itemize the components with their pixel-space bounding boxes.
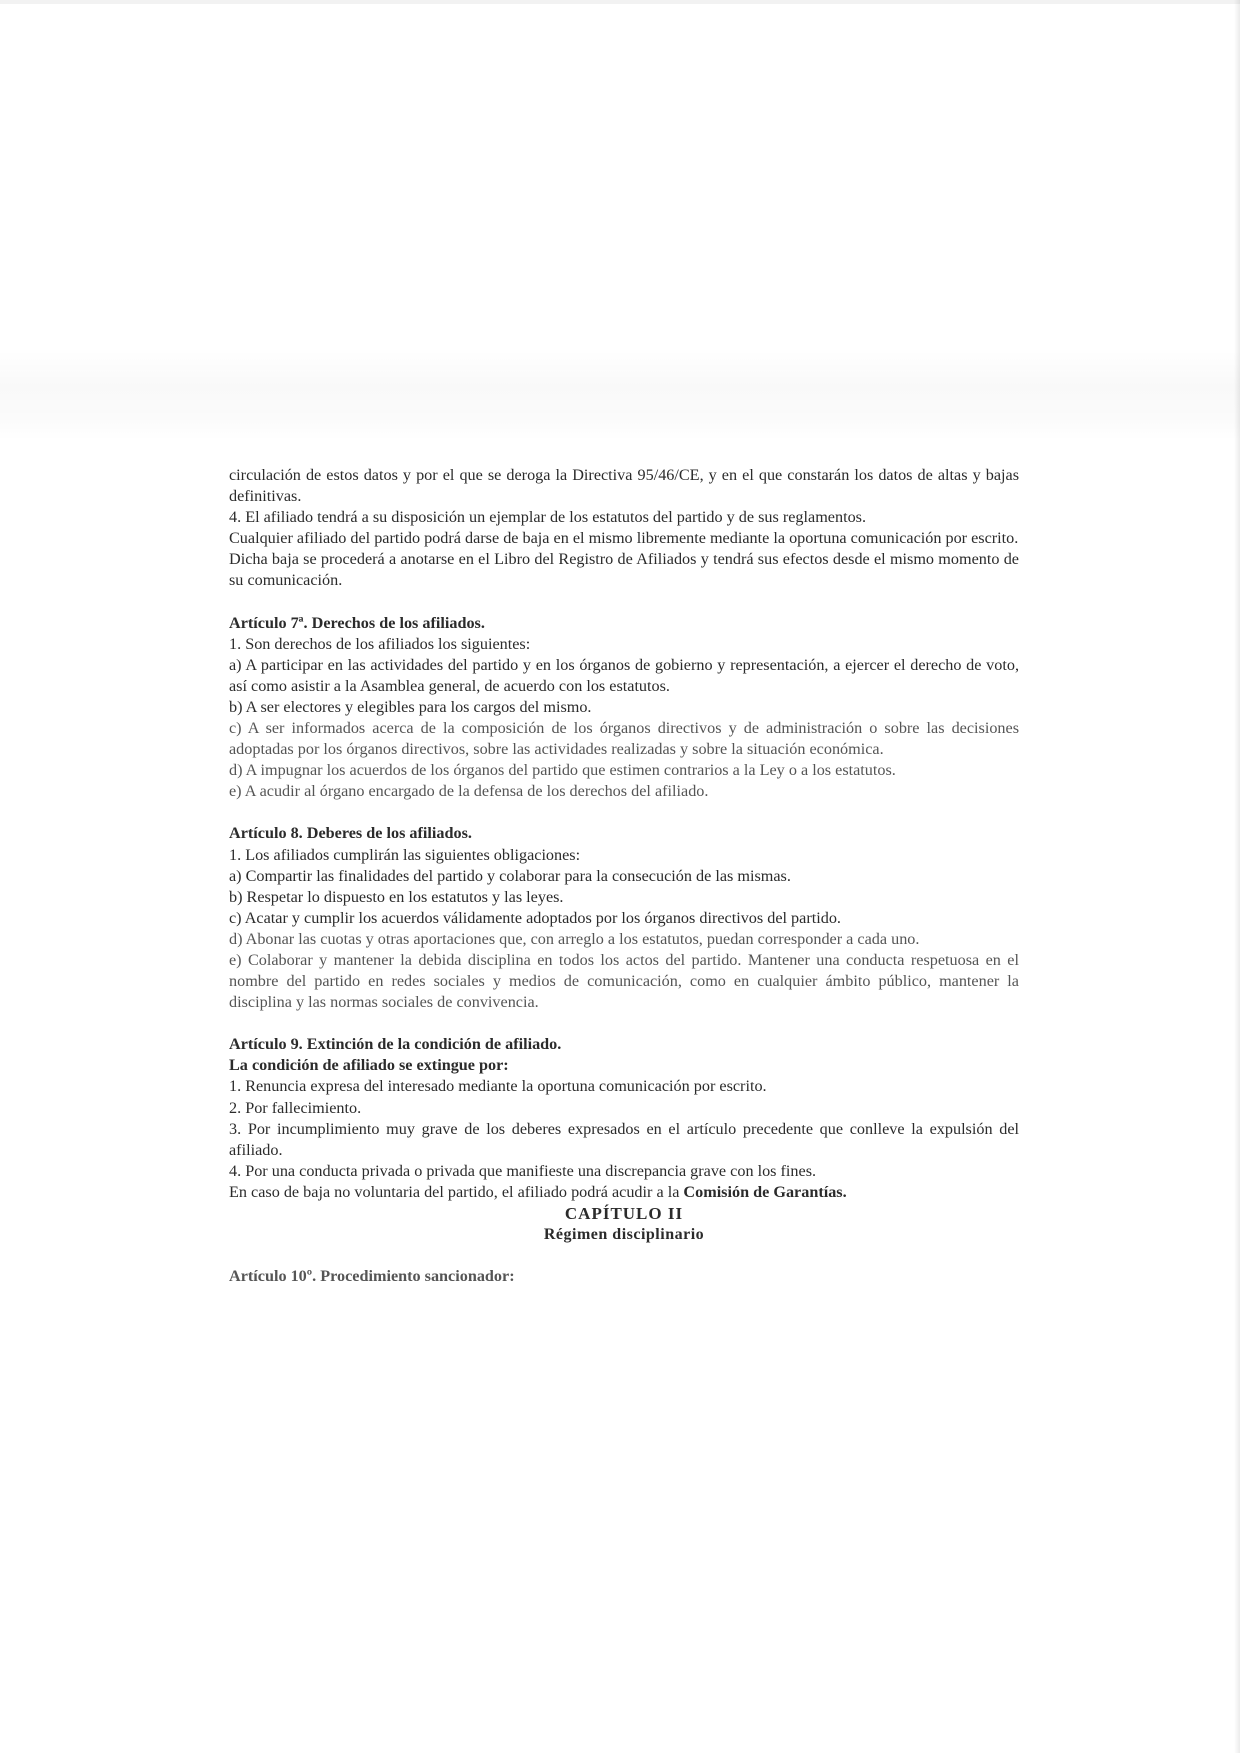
article-heading: Artículo 7ª. Derechos de los afiliados. [229, 613, 485, 632]
list-item: 4. Por una conducta privada o privada que manifieste una discrepancia grave con los fines. [229, 1161, 817, 1180]
list-item: b) Respetar lo dispuesto en los estatutos y las leyes. [229, 887, 564, 906]
article-8-section [229, 823, 1019, 1013]
paragraph: Cualquier afiliado del partido podrá darse de baja en el mismo libremente mediante la oportuna comunicación por escrito. [229, 529, 1019, 548]
paragraph: circulación de estos datos y por el que se deroga la Directiva 95/46/CE, y en el que constarán los datos de altas y bajas definitivas. [229, 466, 1019, 506]
list-item: c) A ser informados acerca de la composición de los órganos directivos y de administración o sobre las decisiones adoptadas por los órganos directivos, sobre las actividades realizadas y sobre la situación económica. [229, 719, 1019, 759]
chapter-title: CAPÍTULO II [564, 1204, 684, 1223]
paragraph: Dicha baja se procederá a anotarse en el Libro del Registro de Afiliados y tendrá sus efectos desde el mismo momento de su comunicación. [229, 550, 1019, 590]
scan-edge-right [1234, 0, 1240, 1753]
closing-text: En caso de baja no voluntaria del partido, el afiliado podrá acudir a la [229, 1182, 680, 1201]
list-item: e) A acudir al órgano encargado de la defensa de los derechos del afiliado. [229, 782, 709, 801]
article-heading: Artículo 8. Deberes de los afiliados. [229, 824, 472, 843]
list-item: d) Abonar las cuotas y otras aportaciones que, con arreglo a los estatutos, puedan corresponder a cada uno. [229, 929, 920, 948]
article-heading: Artículo 10º. Procedimiento sancionador: [229, 1267, 515, 1286]
spacer [229, 1013, 1019, 1034]
article-7-section [229, 613, 1019, 803]
list-item: 1. Los afiliados cumplirán las siguientes obligaciones: [229, 845, 581, 864]
spacer [229, 1245, 1019, 1266]
chapter-section [229, 1203, 1019, 1245]
list-item: 1. Son derechos de los afiliados los siguientes: [229, 634, 531, 653]
document-body [229, 465, 1019, 1287]
article-10-section [229, 1266, 1019, 1287]
list-item: a) A participar en las actividades del partido y en los órganos de gobierno y representación, a ejercer el derecho de voto, así como asistir a la Asamblea general, de acuerdo con los estatutos. [229, 655, 1019, 695]
spacer [229, 802, 1019, 823]
article-9-section [229, 1034, 1019, 1203]
list-item: c) Acatar y cumplir los acuerdos válidamente adoptados por los órganos directivos del partido. [229, 908, 841, 927]
spacer [229, 592, 1019, 613]
scan-artifact-band [0, 350, 1240, 440]
list-item: 3. Por incumplimiento muy grave de los deberes expresados en el artículo precedente que conlleve la expulsión del afiliado. [229, 1119, 1019, 1159]
paragraph: 4. El afiliado tendrá a su disposición un ejemplar de los estatutos del partido y de sus reglamentos. [229, 508, 867, 527]
article-subheading: La condición de afiliado se extingue por: [229, 1056, 509, 1075]
scan-edge-top [0, 0, 1240, 4]
list-item: 1. Renuncia expresa del interesado mediante la oportuna comunicación por escrito. [229, 1077, 767, 1096]
closing-bold-text: Comisión de Garantías. [683, 1182, 847, 1201]
article-heading: Artículo 9. Extinción de la condición de afiliado. [229, 1035, 562, 1054]
list-item: 2. Por fallecimiento. [229, 1098, 362, 1117]
list-item: a) Compartir las finalidades del partido y colaborar para la consecución de las mismas. [229, 866, 791, 885]
list-item: d) A impugnar los acuerdos de los órganos del partido que estimen contrarios a la Ley o a los estatutos. [229, 761, 896, 780]
intro-section [229, 465, 1019, 592]
list-item: b) A ser electores y elegibles para los cargos del mismo. [229, 697, 592, 716]
list-item: e) Colaborar y mantener la debida disciplina en todos los actos del partido. Mantener una conducta respetuosa en el nombre del partido en redes sociales y medios de comunicación, como en cualquier ámbito público, mantener la disciplina y las normas sociales de convivencia. [229, 950, 1019, 1012]
closing-paragraph [229, 1182, 1019, 1203]
chapter-subtitle: Régimen disciplinario [543, 1226, 705, 1244]
